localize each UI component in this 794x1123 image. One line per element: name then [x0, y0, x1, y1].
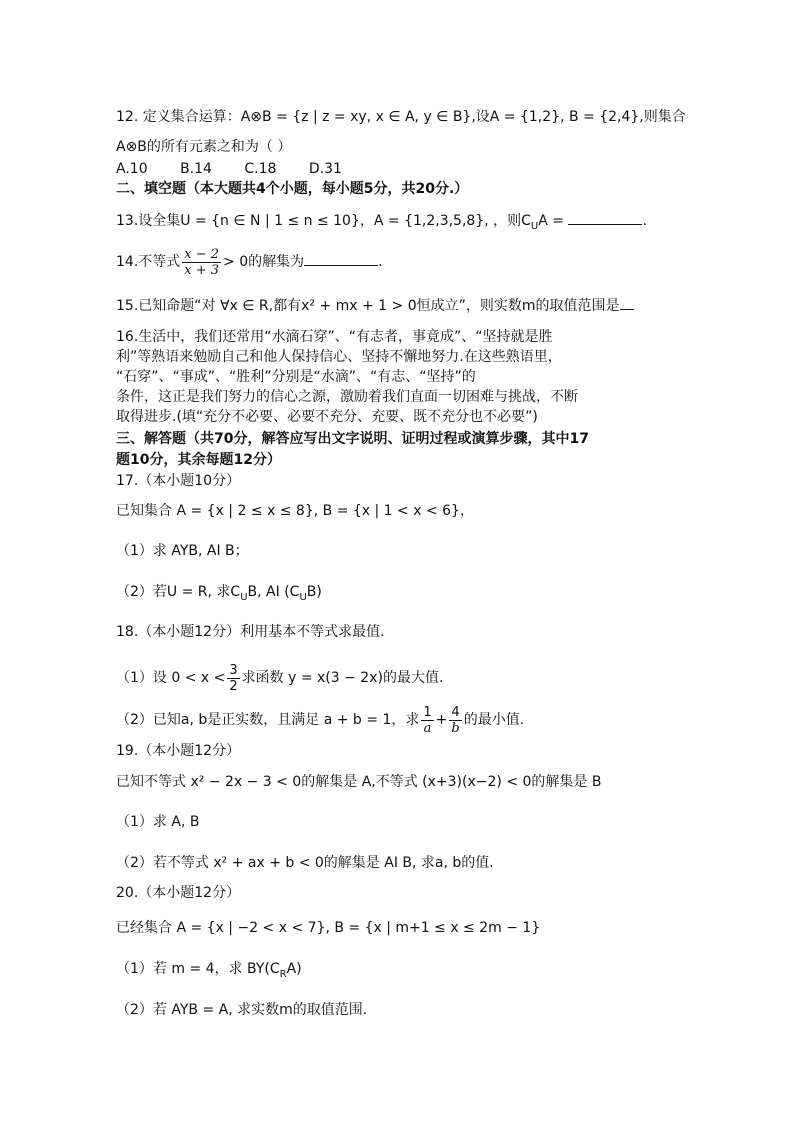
q15-line [116, 295, 634, 316]
q19-head: 19.（本小题12分） [116, 743, 241, 759]
q12-option-b: B.14 [180, 161, 212, 177]
q15-answer-blank[interactable] [620, 295, 634, 310]
q16-line4: 条件，这正是我们努力的信心之源，激励着我们直面一切困难与挑战，不断 [116, 389, 578, 405]
q13-tail: A = [538, 213, 569, 229]
q12-option-c: C.18 [244, 161, 277, 177]
q13-text: 13.设全集U = {n ∈ N | 1 ≤ n ≤ 10}，A = {1,2,3,5,8}, ，则C [116, 213, 531, 229]
q19-stem: 已知不等式 x² − 2x − 3 < 0的解集是 A,不等式 (x+3)(x−2) < 0的解集是 B [116, 774, 602, 790]
q16-line5: 取得进步.(填“充分不必要、必要不充分、充要、既不充分也不必要”) [116, 409, 538, 425]
q14-answer-blank[interactable] [304, 251, 378, 266]
q12-option-d: D.31 [308, 161, 342, 177]
q14-numerator: x − 2 [184, 246, 220, 262]
q20-part1 [116, 959, 302, 985]
q17-head: 17.（本小题10分） [116, 473, 241, 489]
q14-fraction [182, 247, 221, 278]
q20-part1-sub: R [279, 968, 287, 980]
q18-part1-fraction [227, 663, 239, 694]
q17-part2-tail: B, AI (C [247, 584, 300, 600]
q18-part2-fraction2 [449, 705, 461, 736]
section2-heading: 二、填空题（本大题共4个小题，每小题5分，共20分.） [116, 181, 469, 197]
q17-part2-end: B) [306, 584, 322, 600]
q20-part2: （2）若 AYB = A, 求实数m的取值范围. [116, 1002, 368, 1018]
q20-head: 20.（本小题12分） [116, 885, 241, 901]
q14-end: . [378, 254, 383, 270]
q13-answer-blank[interactable] [568, 210, 642, 225]
q20-part1-text: （1）若 m = 4，求 BY(C [116, 961, 280, 977]
q19-part1: （1）求 A, B [116, 814, 200, 830]
q17-part2-text: （2）若U = R, 求C [116, 584, 241, 600]
q13-end: . [642, 213, 647, 229]
q18-part2-f2-denominator: b [451, 720, 460, 736]
q14-line [116, 244, 383, 280]
q17-part2-sub2: U [299, 591, 307, 603]
q18-part2-f1-denominator: a [423, 720, 432, 736]
q18-part2-post: 的最小值. [463, 712, 525, 728]
q18-part2-plus: + [435, 712, 448, 728]
q17-part1: （1）求 AYB, AI B； [116, 543, 249, 559]
q17-part2 [116, 582, 322, 608]
section3-heading-line2: 题10分，其余每题12分） [116, 452, 281, 468]
q16-line2: 利”等熟语来勉励自己和他人保持信心、坚持不懈地努力.在这些熟语里， [116, 349, 562, 365]
q18-part1-numerator: 3 [229, 662, 238, 678]
q20-part1-end: A) [286, 961, 302, 977]
q17-stem: 已知集合 A = {x | 2 ≤ x ≤ 8}, B = {x | 1 < x < 6}， [116, 503, 474, 519]
q12-line1: 12. 定义集合运算：A⊗B = {z | z = xy, x ∈ A, y ∈ B},设A = {1,2}, B = {2,4},则集合 [116, 109, 686, 125]
q17-part2-sub: U [240, 591, 248, 603]
q14-pre: 14.不等式 [116, 254, 181, 270]
q18-part1-post: 求函数 y = x(3 − 2x)的最大值. [241, 670, 444, 686]
q12-line2: A⊗B的所有元素之和为（ ） [116, 139, 292, 155]
q18-part2-fraction1 [421, 705, 433, 736]
q20-stem: 已经集合 A = {x | −2 < x < 7}, B = {x | m+1 ≤ x ≤ 2m − 1} [116, 920, 541, 936]
q13-line [116, 210, 647, 237]
q16-line3: “石穿”、“事成”、“胜利”分别是“水滴”、“有志、“坚持”的 [116, 369, 476, 385]
q18-part2 [116, 702, 524, 738]
q18-head: 18.（本小题12分）利用基本不等式求最值. [116, 624, 385, 640]
q18-part1-denominator: 2 [229, 678, 238, 694]
q15-text: 15.已知命题“对 ∀x ∈ R,都有x² + mx + 1 > 0恒成立”，则实数m的取值范围是 [116, 298, 620, 314]
q18-part1 [116, 660, 443, 696]
q14-denominator: x + 3 [184, 262, 220, 278]
q12-options [116, 159, 370, 179]
q12-option-a: A.10 [116, 161, 148, 177]
q18-part2-pre: （2）已知a, b是正实数，且满足 a + b = 1，求 [116, 712, 420, 728]
section3-heading-line1: 三、解答题（共70分，解答应写出文字说明、证明过程或演算步骤，其中17 [116, 431, 589, 447]
q18-part2-f2-numerator: 4 [449, 705, 461, 721]
q18-part1-pre: （1）设 0 < x < [116, 670, 226, 686]
q16-line1: 16.生活中，我们还常用“水滴石穿”、“有志者，事竟成”、“坚持就是胜 [116, 329, 553, 345]
q14-post: > 0的解集为 [223, 254, 305, 270]
q19-part2: （2）若不等式 x² + ax + b < 0的解集是 AI B, 求a, b的值. [116, 855, 494, 871]
q18-part2-f1-numerator: 1 [423, 704, 432, 720]
q13-sub: U [530, 220, 539, 232]
